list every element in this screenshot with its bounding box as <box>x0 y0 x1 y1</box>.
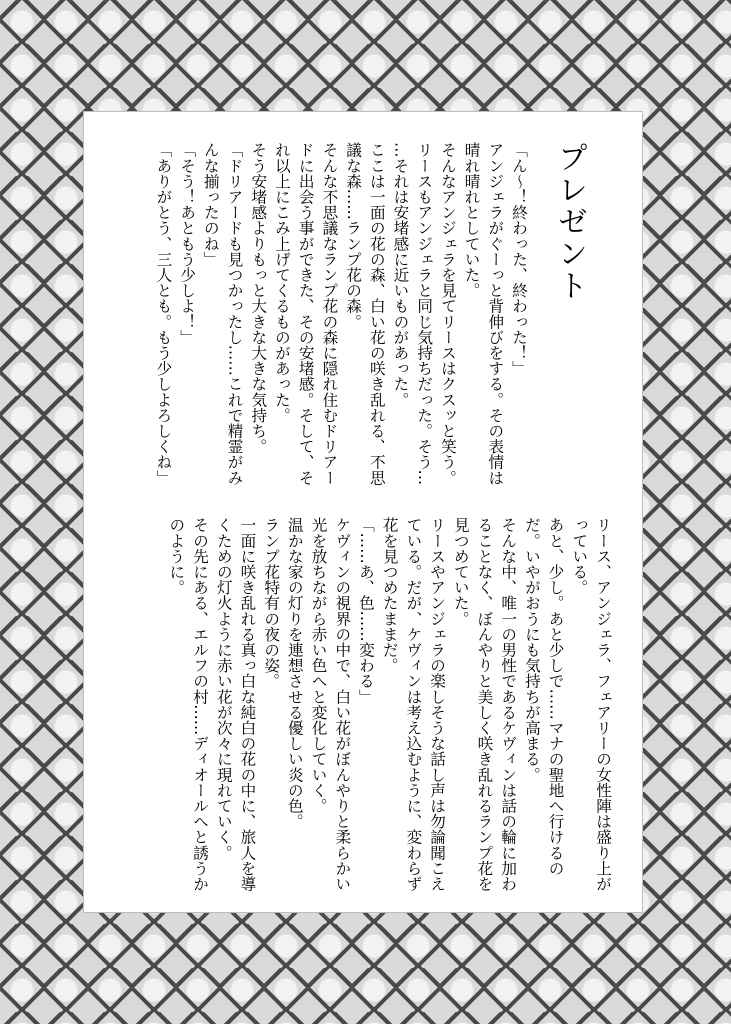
paragraph: 温かな家の灯りを連想させる優しい炎の色。 <box>285 517 304 829</box>
paragraph: リース、アンジェラ、フェアリーの女性陣は盛り上がっている。 <box>570 517 612 892</box>
paragraph: ケヴィンの視界の中で、白い花がぼんやりと柔らかい光を放ちながら赤い色へと変化していく。 <box>309 517 352 892</box>
paragraph: アンジェラがぐーっと背伸びをする。その表情は晴れ晴れとしていた。 <box>462 142 505 486</box>
paragraph: 「そう！あともう少しよ！」 <box>178 142 197 345</box>
paragraph: 「ドリアードも見つかったし……これで精霊がみんな揃ったのね」 <box>201 142 244 486</box>
paragraph: そんなアンジェラを見てリースはクスッと笑う。リースもアンジェラと同じ気持ちだった。そう… <box>415 142 457 486</box>
paragraph: リースやアンジェラの楽しそうな話し声は勿論聞こえている。だが、ケヴィンは考え込むように、変わらず花を見つめたままだ。 <box>380 517 447 892</box>
story-text-lower <box>164 517 614 897</box>
paragraph: 「ん〜！終わった、終わった！」 <box>510 142 528 376</box>
paragraph: 「……あ、色……変わる」 <box>356 517 375 705</box>
paragraph: そう安堵感よりもっと大きな大きな気持ち。 <box>249 142 268 454</box>
paragraph: …それは安堵感に近いものがあった。 <box>391 142 410 408</box>
paragraph: そんな不思議なランプ花の森に隠れ住むドリアードに出会う事ができた、その安堵感。そして、それ以上にこみ上げてくるものがあった。 <box>272 142 339 486</box>
story-text-upper <box>151 142 530 494</box>
paragraph: あと、少し。あと少しで……マナの聖地へ行けるのだ。いやがおうにも気持ちが高まる。 <box>522 517 565 876</box>
page-title: プレゼント <box>552 142 587 302</box>
paragraph: 一面に咲き乱れる真っ白な純白の花の中に、旅人を導くための灯火ように赤い花が次々に現れていく。 <box>214 517 257 892</box>
paragraph: ランプ花特有の夜の姿。 <box>262 517 281 689</box>
paragraph: 「ありがとう、三人とも。もう少しよろしくね」 <box>154 142 173 486</box>
text-page <box>84 112 642 912</box>
paragraph: ここは一面の花の森、白い花の咲き乱れる、不思議な森……ランプ花の森。 <box>344 142 386 486</box>
paragraph: その先にある、エルフの村……ディオールへと誘うかのように。 <box>167 517 210 892</box>
paragraph: そんな中、唯一の男性であるケヴィンは話の輪に加わることなく、ぼんやりと美しく咲き乱れるランプ花を見つめていた。 <box>451 517 518 892</box>
